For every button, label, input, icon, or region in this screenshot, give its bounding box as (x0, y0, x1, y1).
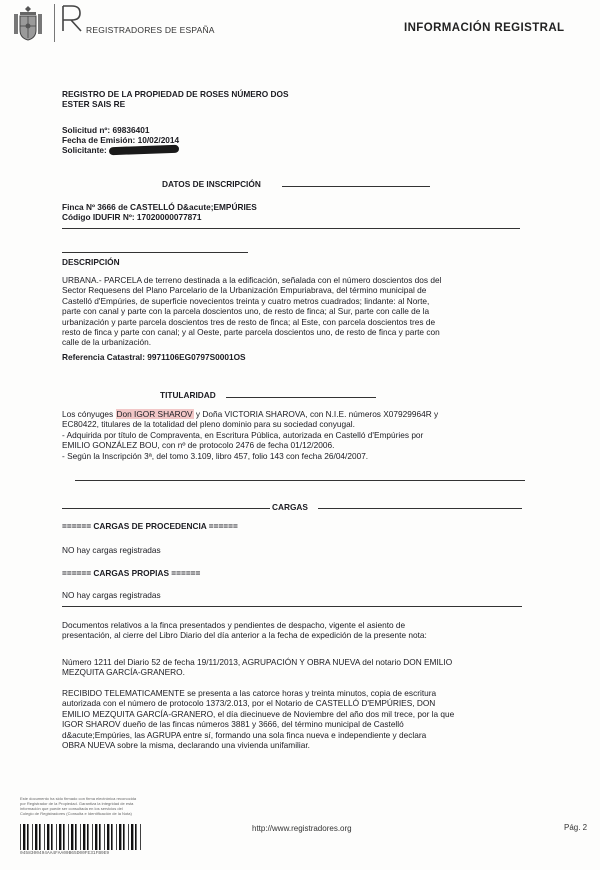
logo-text: REGISTRADORES DE ESPAÑA (86, 25, 215, 35)
divider (62, 508, 270, 509)
documentos-intro: Documentos relativos a la finca presentados y pendientes de despacho, vigente el asiento de presentación, al cierre del Libro Diario del día anterior a la fecha de expedición de la presente nota: (62, 620, 427, 641)
redaction-mark (109, 145, 179, 155)
highlighted-owner-name: Don IGOR SHAROV (116, 409, 193, 419)
documentos-recibido: RECIBIDO TELEMATICAMENTE se presenta a las catorce horas y treinta minutos, copia de escritura autorizada con el número de protocolo 1373/2.013, por el Notario de CASTELLÓ D'EMPÚRIES, DON EMILIO MEZQUITA GARCÍA-GRANERO, el día diecinueve de Noviembre del año dos mil trece, por la que IGOR SHAROV dueño de las fincas números 3881 y 3666, del término municipal de Castelló d&acute;Empúries, las AGRUPA entre sí, formando una sola finca nueva e independiente y declara OBRA NUEVA sobre la misma, declarando una vivienda unifamiliar. (62, 688, 455, 751)
referencia-catastral: Referencia Catastral: 9971106EG0797S0001OS (62, 352, 246, 362)
divider (318, 508, 522, 509)
fecha-row (62, 135, 179, 145)
documentos-numero: Número 1211 del Diario 52 de fecha 19/11/2013, AGRUPACIÓN Y OBRA NUEVA del notario DON EMILIO MEZQUITA GARCÍA-GRANERO. (62, 657, 453, 678)
fecha-value: 10/02/2014 (137, 135, 180, 145)
registrar-name: ESTER SAIS RE (62, 99, 126, 109)
titularidad-line1-post: y Doña VICTORIA SHAROVA, con N.I.E. números X07929964R y (193, 409, 439, 419)
document-header-title: INFORMACIÓN REGISTRAL (404, 22, 565, 34)
cargas-heading: CARGAS (272, 502, 308, 512)
registradores-r-icon (60, 4, 84, 32)
barcode-number: 0458300494AA4FAA00B65D00FE31FB9E9 (20, 851, 110, 856)
barcode (20, 824, 142, 850)
divider (62, 252, 248, 253)
page-number: Pág. 2 (564, 823, 588, 832)
footer-url[interactable]: http://www.registradores.org (252, 824, 352, 833)
idufir-line: Código IDUFIR Nº: 17020000077871 (62, 212, 202, 222)
registry-name: REGISTRO DE LA PROPIEDAD DE ROSES NÚMERO DOS (62, 89, 289, 99)
descripcion-heading: DESCRIPCIÓN (62, 257, 120, 267)
coat-of-arms-icon (12, 4, 44, 44)
solicitud-value: 69836401 (112, 125, 150, 135)
divider (62, 228, 520, 229)
cargas-propias-heading: ====== CARGAS PROPIAS ====== (62, 568, 201, 578)
solicitante-label: Solicitante: (62, 145, 107, 155)
divider (282, 186, 430, 187)
divider (62, 606, 522, 607)
solicitante-row (62, 145, 179, 155)
titularidad-line1 (62, 409, 438, 419)
titularidad-heading: TITULARIDAD (160, 390, 216, 400)
solicitud-row (62, 125, 149, 135)
titularidad-line1-pre: Los cónyuges (62, 409, 116, 419)
finca-line: Finca Nº 3666 de CASTELLÓ D&acute;EMPÚRIES (62, 202, 257, 212)
footer-signature-note: Este documento ha sido firmado con firma electrónica reconocida por Registrador de la Propiedad. Garantiza la integridad de esta información que puede ser consultada en los servicios del Colegio de Registradores (Consulta e Identificación de la Nota) (20, 796, 137, 816)
fecha-label: Fecha de Emisión: (62, 135, 136, 145)
divider (226, 397, 376, 398)
solicitud-label: Solicitud nº: (62, 125, 111, 135)
descripcion-text: URBANA.- PARCELA de terreno destinada a la edificación, señalada con el número doscientos dos del Sector Requesens del Plano Parcelario de la Urbanización Empuriabrava, del término municipal de Castelló d'Empúries, de superficie novecientos treinta y cuatro metros cuadrados; lindante: al Norte, parte con canal y parte con la parcela doscientos uno, de resto de finca; al Sur, parte con calle de la urbanización y parte parcela doscientos tres de resto de finca; al Este, con parcela doscientos tres de resto de finca y parte con canal; y al Oeste, parte parcela doscientos uno, de resto de finca y parte con calle de la urbanización. (62, 275, 442, 348)
cargas-propias-text: NO hay cargas registradas (62, 590, 161, 600)
divider (75, 480, 525, 481)
titularidad-text: EC80422, titulares de la totalidad del pleno dominio para su sociedad conyugal. - Adquirida por título de Compraventa, en Escritura Pública, autorizada en Castelló d'Empúries por EMILIO GONZÁLEZ BOU, con nº de protocolo 2476 de fecha 01/12/2006. - Según la Inscripción 3ª, del tomo 3.109, libro 457, folio 143 con fecha 26/04/2007. (62, 419, 424, 461)
logo-separator (54, 4, 55, 42)
cargas-procedencia-heading: ====== CARGAS DE PROCEDENCIA ====== (62, 521, 238, 531)
inscripcion-heading: DATOS DE INSCRIPCIÓN (162, 179, 261, 189)
cargas-procedencia-text: NO hay cargas registradas (62, 545, 161, 555)
